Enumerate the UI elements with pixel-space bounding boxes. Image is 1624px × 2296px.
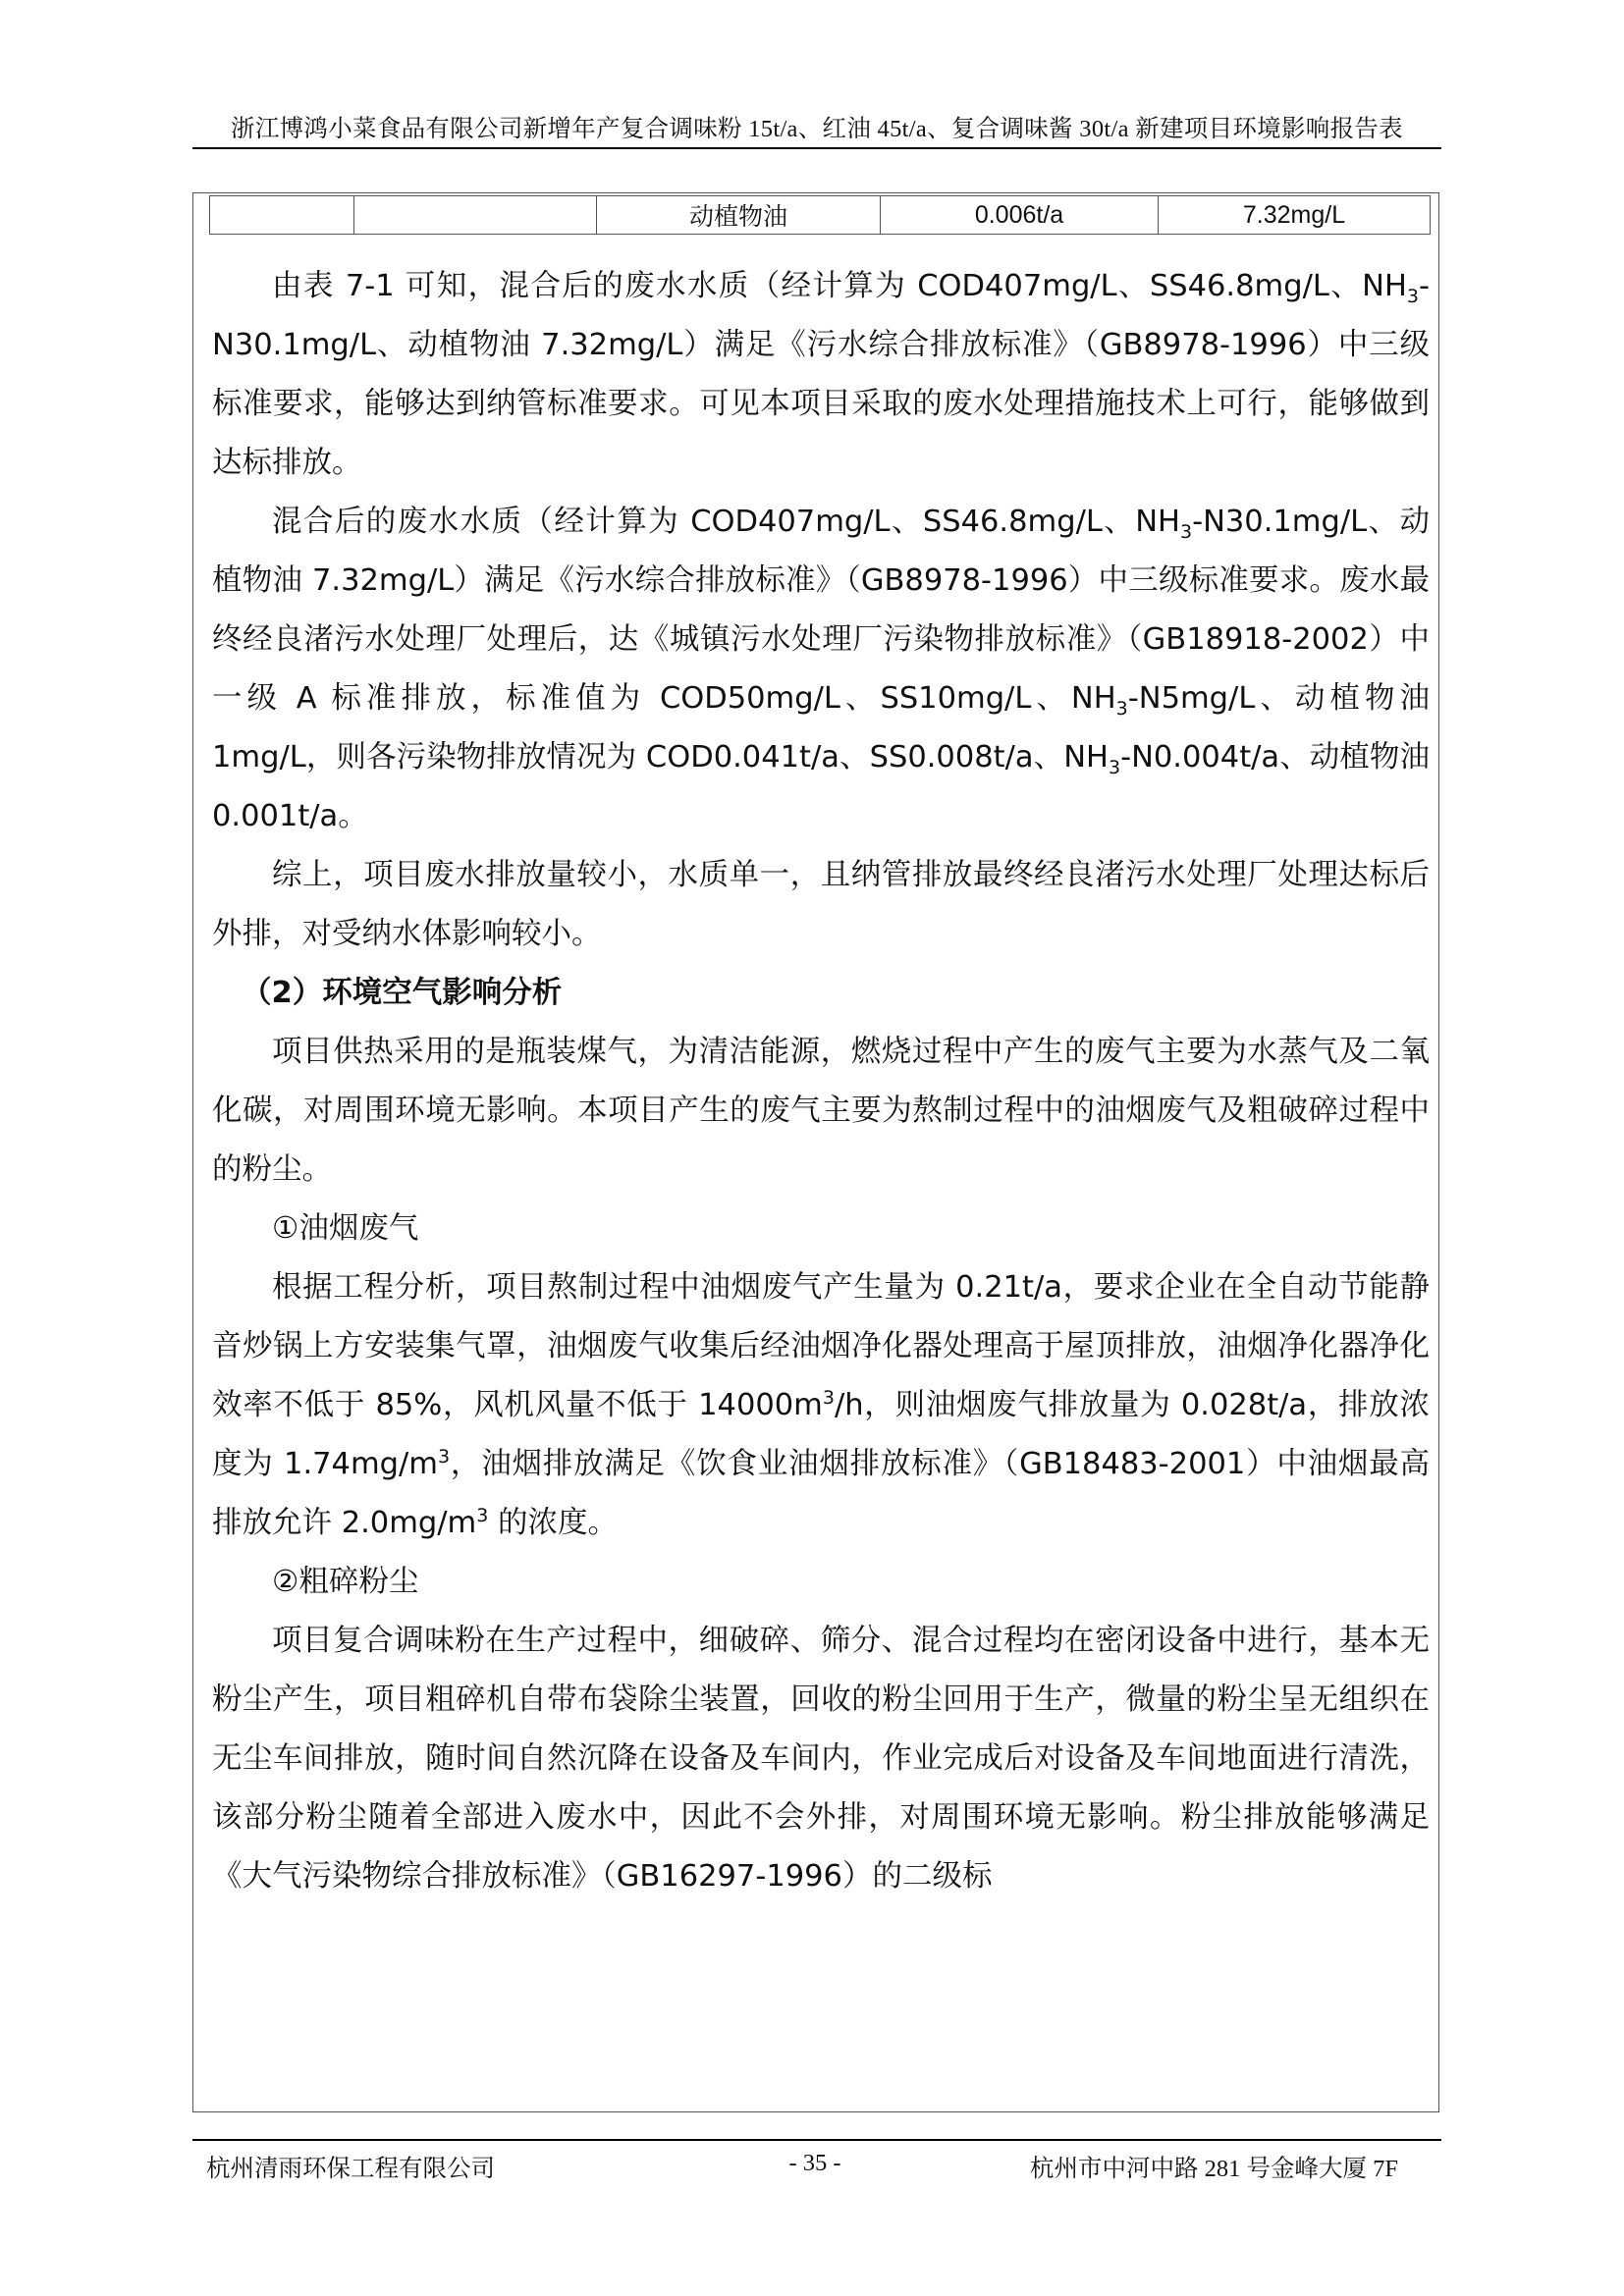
footer-address: 杭州市中河中路 281 号金峰大厦 7F bbox=[1030, 2156, 1398, 2182]
header-rule bbox=[192, 147, 1441, 149]
table-cell: 7.32mg/L bbox=[1159, 196, 1431, 235]
footer-company: 杭州清雨环保工程有限公司 bbox=[206, 2156, 495, 2182]
section-heading: （2）环境空气影响分析 bbox=[242, 976, 563, 1010]
paragraph: 由表 7-1 可知，混合后的废水水质（经计算为 COD407mg/L、SS46.8mg/L、$NH_3-N30.1mg/L$、动植物油 7.32mg/L）满足《污水综合排放标准》（GB8978-1996）中三级标准要求，能够达到纳管标准要求。可见本项目采取的废水处理措施技术上可行，能够做到达标排放。 bbox=[212, 269, 1430, 480]
pollutant-table-fragment bbox=[209, 195, 1431, 235]
paragraph: 根据工程分析，项目熬制过程中油烟废气产生量为 0.21t/a，要求企业在全自动节能静音炒锅上方安装集气罩，油烟废气收集后经油烟净化器处理高于屋顶排放，油烟净化器净化效率不低于 85%，风机风量不低于 $14000m^3/h$，则油烟废气排放量为 0.028t/a，排放浓度为 $1.74mg/m^3$，油烟排放满足《饮食业油烟排放标准》（GB18483-2001）中油烟最高排放允许 $2.0mg/m^3$ 的浓度。 bbox=[212, 1270, 1430, 1540]
paragraph: 综上，项目废水排放量较小，水质单一，且纳管排放最终经良渚污水处理厂处理达标后外排，对受纳水体影响较小。 bbox=[212, 858, 1430, 951]
paragraph: 项目供热采用的是瓶装煤气，为清洁能源，燃烧过程中产生的废气主要为水蒸气及二氧化碳，对周围环境无影响。本项目产生的废气主要为熬制过程中的油烟废气及粗破碎过程中的粉尘。 bbox=[212, 1035, 1430, 1187]
table-row bbox=[210, 196, 1431, 235]
document-header: 浙江博鸿小菜食品有限公司新增年产复合调味粉 15t/a、红油 45t/a、复合调味酱 30t/a 新建项目环境影响报告表 bbox=[231, 116, 1403, 142]
body-text bbox=[212, 257, 1430, 1906]
table-cell bbox=[354, 196, 597, 235]
table-cell: 动植物油 bbox=[597, 196, 881, 235]
footer-rule bbox=[192, 2139, 1441, 2141]
subheading: ①油烟废气 bbox=[272, 1211, 419, 1246]
paragraph: 混合后的废水水质（经计算为 COD407mg/L、SS46.8mg/L、$NH_3-N30.1mg/L$、动植物油 7.32mg/L）满足《污水综合排放标准》（GB8978-1996）中三级标准要求。废水最终经良渚污水处理厂处理后，达《城镇污水处理厂污染物排放标准》（GB18918-2002）中一级 A 标准排放，标准值为 COD50mg/L、SS10mg/L、$NH_3-N5mg/L$、动植物油 1mg/L，则各污染物排放情况为 COD0.041t/a、SS0.008t/a、$NH_3-N0.004t/a$、动植物油 0.001t/a。 bbox=[212, 505, 1430, 833]
table-cell: 0.006t/a bbox=[881, 196, 1159, 235]
paragraph: 项目复合调味粉在生产过程中，细破碎、筛分、混合过程均在密闭设备中进行，基本无粉尘产生，项目粗碎机自带布袋除尘装置，回收的粉尘回用于生产，微量的粉尘呈无组织在无尘车间排放，随时间自然沉降在设备及车间内，作业完成后对设备及车间地面进行清洗，该部分粉尘随着全部进入废水中，因此不会外排，对周围环境无影响。粉尘排放能够满足《大气污染物综合排放标准》（GB16297-1996）的二级标 bbox=[212, 1624, 1430, 1894]
page-number: - 35 - bbox=[788, 2150, 841, 2176]
subheading: ②粗碎粉尘 bbox=[272, 1565, 419, 1599]
table-cell bbox=[210, 196, 354, 235]
